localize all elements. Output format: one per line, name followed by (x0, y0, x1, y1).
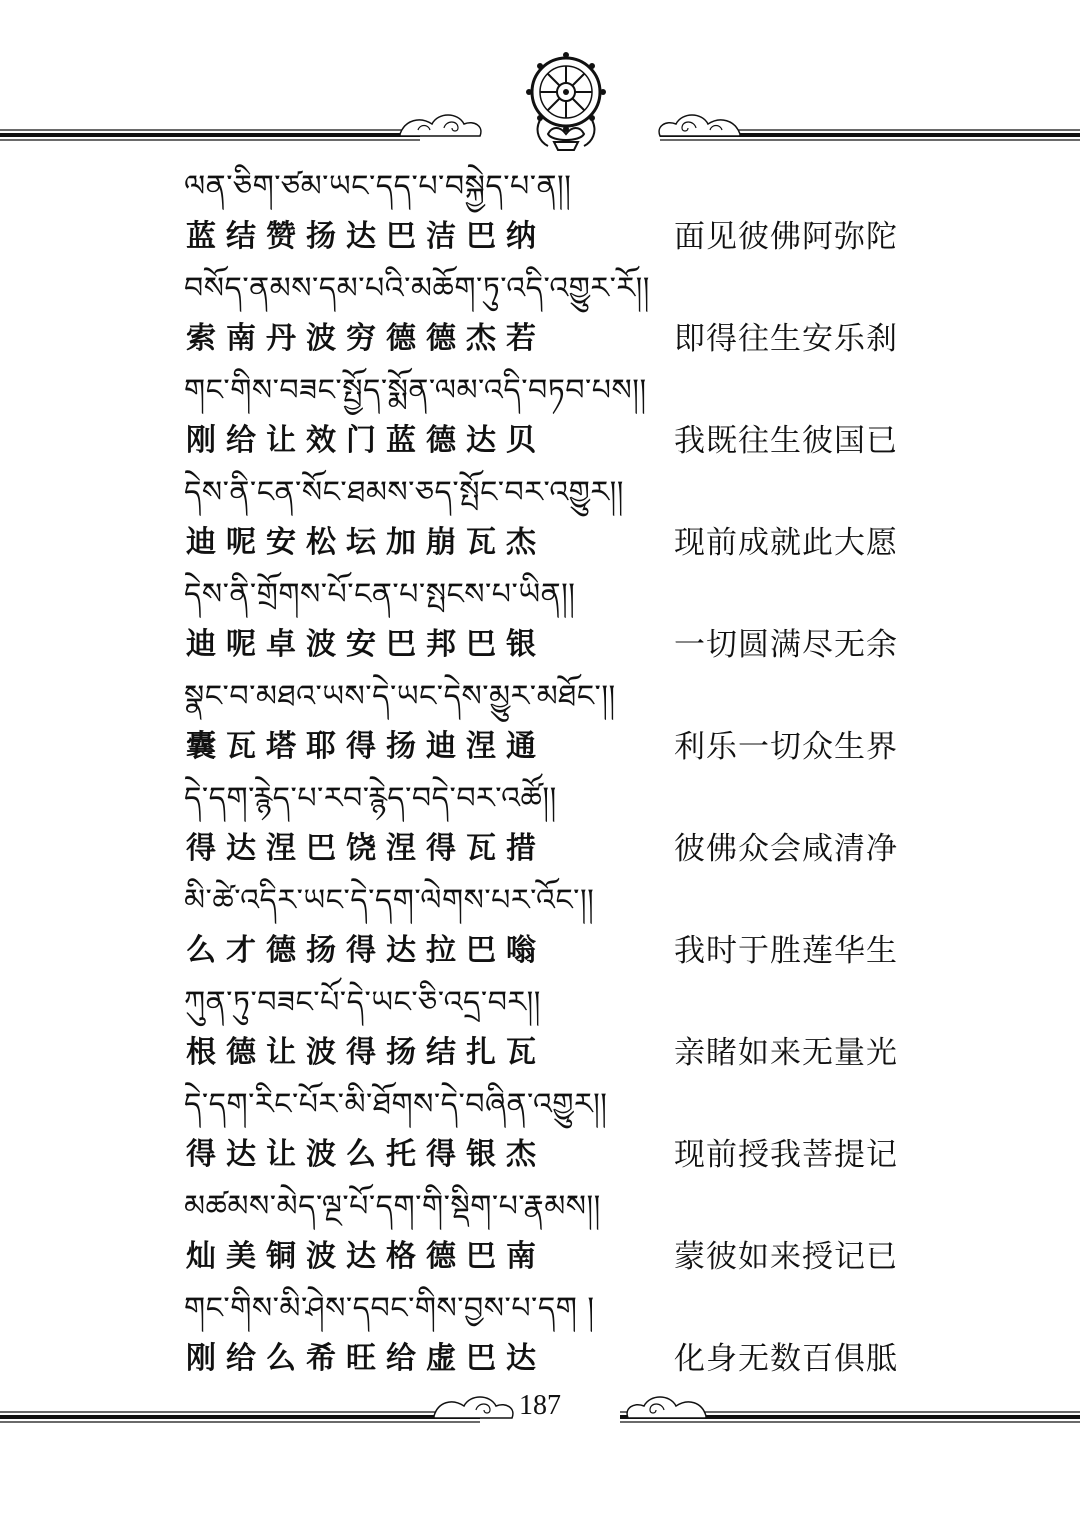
transliteration: 得达让波么托得银杰 (186, 1137, 546, 1172)
verse (186, 1182, 898, 1284)
tibetan-line: མཚམས་མེད་ལྔ་པོ་དག་གི་སྡིག་པ་རྣམས།། (184, 1189, 601, 1224)
tibetan-line: ཀུན་ཏུ་བཟང་པོ་དེ་ཡང་ཅི་འདྲ་བར།། (184, 985, 541, 1020)
transliteration: 得达涅巴饶涅得瓦措 (186, 831, 546, 866)
verse (186, 1284, 898, 1386)
transliteration: 刚给让效门蓝德达贝 (186, 423, 546, 458)
transliteration: 囊瓦塔耶得扬迪涅通 (186, 729, 546, 764)
tibetan-line: དེ་དག་རྙེད་པ་རབ་རྙེད་བདེ་བར་འཚོ།། (184, 781, 557, 816)
dharma-wheel-icon (526, 52, 606, 150)
verse (186, 774, 898, 876)
tibetan-line: བསོད་ནམས་དམ་པའི་མཆོག་ཏུ་འདི་འགྱུར་རོ།། (184, 271, 650, 306)
verse (186, 468, 898, 570)
chinese-meaning: 我时于胜莲华生 (674, 933, 898, 969)
chinese-meaning: 利乐一切众生界 (674, 729, 898, 765)
verse (186, 162, 898, 264)
transliteration: 索南丹波穷德德杰若 (186, 321, 546, 356)
verse (186, 978, 898, 1080)
tibetan-line: སྣང་བ་མཐའ་ཡས་དེ་ཡང་དེས་མྱུར་མཐོང་།། (184, 679, 616, 714)
header-ornament (0, 50, 1080, 160)
verse (186, 1080, 898, 1182)
tibetan-line: དེས་ནི་ངན་སོང་ཐམས་ཅད་སྤོང་བར་འགྱུར།། (184, 475, 624, 510)
tibetan-line: དེས་ནི་གྲོགས་པོ་ངན་པ་སྤངས་པ་ཡིན།། (184, 577, 576, 612)
chinese-meaning: 一切圆满尽无余 (674, 627, 898, 663)
chinese-meaning: 我既往生彼国已 (674, 423, 898, 459)
chinese-meaning: 蒙彼如来授记已 (674, 1239, 898, 1275)
chinese-meaning: 亲睹如来无量光 (674, 1035, 898, 1071)
verse (186, 264, 898, 366)
verse (186, 366, 898, 468)
transliteration: 灿美铜波达格德巴南 (186, 1239, 546, 1274)
chinese-meaning: 面见彼佛阿弥陀 (674, 219, 898, 255)
transliteration: 迪呢卓波安巴邦巴银 (186, 627, 546, 662)
verse-list (186, 162, 898, 1386)
transliteration: 刚给么希旺给虚巴达 (186, 1341, 546, 1376)
chinese-meaning: 彼佛众会咸清净 (674, 831, 898, 867)
tibetan-line: དེ་དག་རིང་པོར་མི་ཐོགས་དེ་བཞིན་འགྱུར།། (184, 1087, 608, 1122)
transliteration: 迪呢安松坛加崩瓦杰 (186, 525, 546, 560)
chinese-meaning: 化身无数百俱胝 (674, 1341, 898, 1377)
tibetan-line: མི་ཚེ་འདིར་ཡང་དེ་དག་ལེགས་པར་འོང་།། (184, 883, 595, 918)
page-number: 187 (519, 1390, 561, 1421)
transliteration: 么才德扬得达拉巴嗡 (186, 933, 546, 968)
verse (186, 570, 898, 672)
chinese-meaning: 即得往生安乐刹 (674, 321, 898, 357)
tibetan-line: ལན་ཅིག་ཙམ་ཡང་དད་པ་བསྐྱེད་པ་ན།། (184, 169, 572, 204)
verse (186, 876, 898, 978)
transliteration: 蓝结赞扬达巴洁巴纳 (186, 219, 546, 254)
tibetan-line: གང་གིས་མི་ཤེས་དབང་གིས་བྱས་པ་དག ། (184, 1291, 595, 1326)
verse (186, 672, 898, 774)
chinese-meaning: 现前授我菩提记 (674, 1137, 898, 1173)
tibetan-line: གང་གིས་བཟང་སྤྱོད་སྨོན་ལམ་འདི་བཏབ་པས།། (184, 373, 647, 408)
chinese-meaning: 现前成就此大愿 (674, 525, 898, 561)
transliteration: 根德让波得扬结扎瓦 (186, 1035, 546, 1070)
